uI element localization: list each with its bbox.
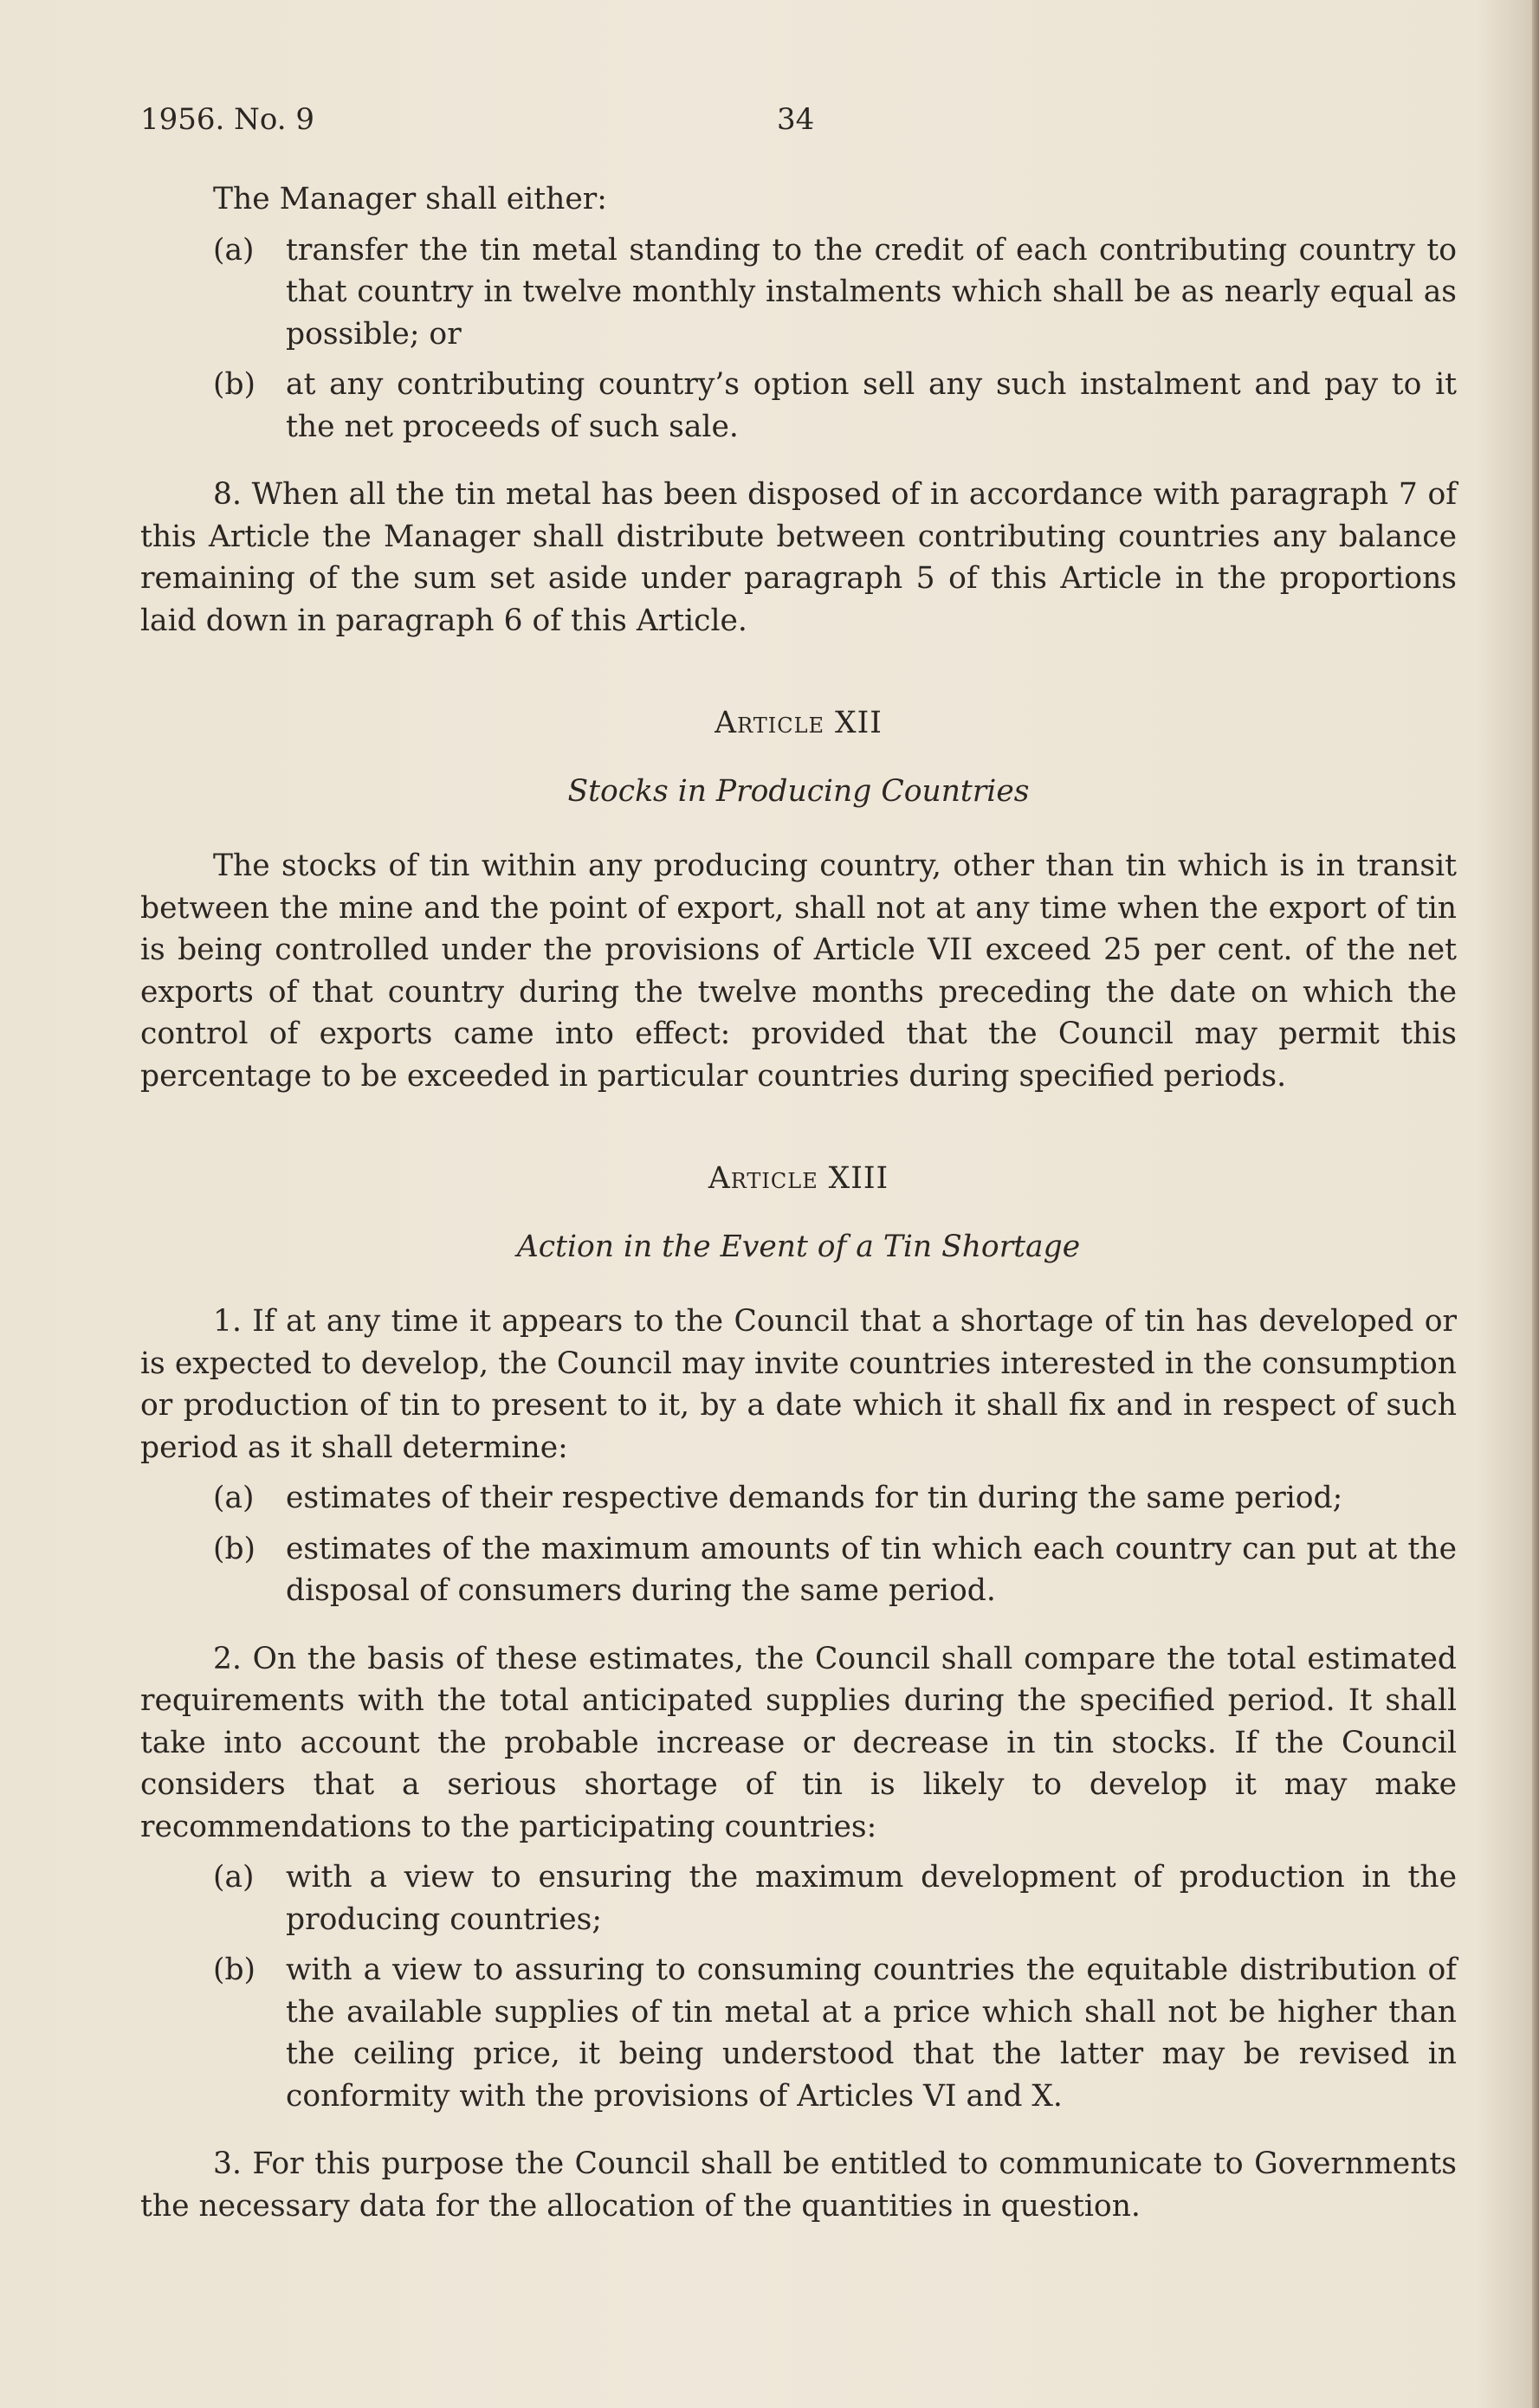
article-13-paragraph-1: 1. If at any time it appears to the Council that a shortage of tin has developed or is expected to develop, the Council may invite countries interested in the consumption or production of tin to present to it, by a date which it shall fix and in respect of such period as it shall determine: [140, 1304, 1457, 1465]
list-label: (b) [213, 1953, 256, 1987]
list-label: (a) [213, 1860, 255, 1895]
list-item [140, 1477, 1457, 1520]
article-13-subtitle: Action in the Event of a Tin Shortage [516, 1229, 1081, 1264]
list-label: (b) [213, 1531, 256, 1566]
paragraph-8: 8. When all the tin metal has been disposed of in accordance with paragraph 7 of this Article the Manager shall distribute between contributing countries any balance remaining of the sum set aside under paragraph 5 of this Article in the proportions laid down in paragraph 6 of this Article. [140, 477, 1457, 638]
list-label: (b) [213, 367, 256, 402]
list-item [140, 1856, 1457, 1940]
list-item [140, 364, 1457, 448]
list-text: estimates of their respective demands for tin during the same period; [286, 1481, 1343, 1515]
list-item [140, 1528, 1457, 1612]
article-12-text: The stocks of tin within any producing country, other than tin which is in transit between the mine and the point of export, shall not at any time when the export of tin is being controlled under the provisions of Article VII exceed 25 per cent. of the net exports of that country during the twelve months preceding the date on which the control of exports came into effect: provided that the Council may permit this percentage to be exceeded in particular countries during specified periods. [140, 849, 1457, 1094]
list-item [140, 1949, 1457, 2117]
list-text: estimates of the maximum amounts of tin which each country can put at the disposal of consumers during the same period. [286, 1531, 1457, 1608]
article-12-title: Article XII [715, 706, 883, 740]
list-text: with a view to ensuring the maximum development of production in the producing countries; [286, 1860, 1457, 1937]
page-number: 34 [777, 102, 815, 137]
running-head: 1956. No. 9 [140, 102, 315, 137]
intro-paragraph: The Manager shall either: [213, 182, 607, 216]
list-item [140, 229, 1457, 356]
article-13-paragraph-3: 3. For this purpose the Council shall be entitled to communicate to Governments the necessary data for the allocation of the quantities in question. [140, 2147, 1457, 2224]
page-header [140, 102, 1457, 145]
list-text: at any contributing country’s option sell any such instalment and pay to it the net proceeds of such sale. [286, 367, 1457, 444]
list-label: (a) [213, 232, 255, 268]
document-body [140, 178, 1457, 2227]
list-label: (a) [213, 1481, 255, 1515]
list-text: transfer the tin metal standing to the credit of each contributing country to that country in twelve monthly instalments which shall be as nearly equal as possible; or [286, 232, 1457, 352]
list-text: with a view to assuring to consuming countries the equitable distribution of the available supplies of tin metal at a price which shall not be higher than the ceiling price, it being understood that the latter may be revised in conformity with the provisions of Articles VI and X. [286, 1953, 1457, 2114]
article-13-paragraph-2: 2. On the basis of these estimates, the Council shall compare the total estimated requirements with the total anticipated supplies during the specified period. It shall take into account the probable increase or decrease in tin stocks. If the Council considers that a serious shortage of tin is likely to develop it may make recommendations to the participating countries: [140, 1641, 1457, 1844]
article-13-title: Article XIII [708, 1161, 889, 1196]
binding-edge [1532, 0, 1539, 2408]
article-12-subtitle: Stocks in Producing Countries [567, 773, 1030, 809]
